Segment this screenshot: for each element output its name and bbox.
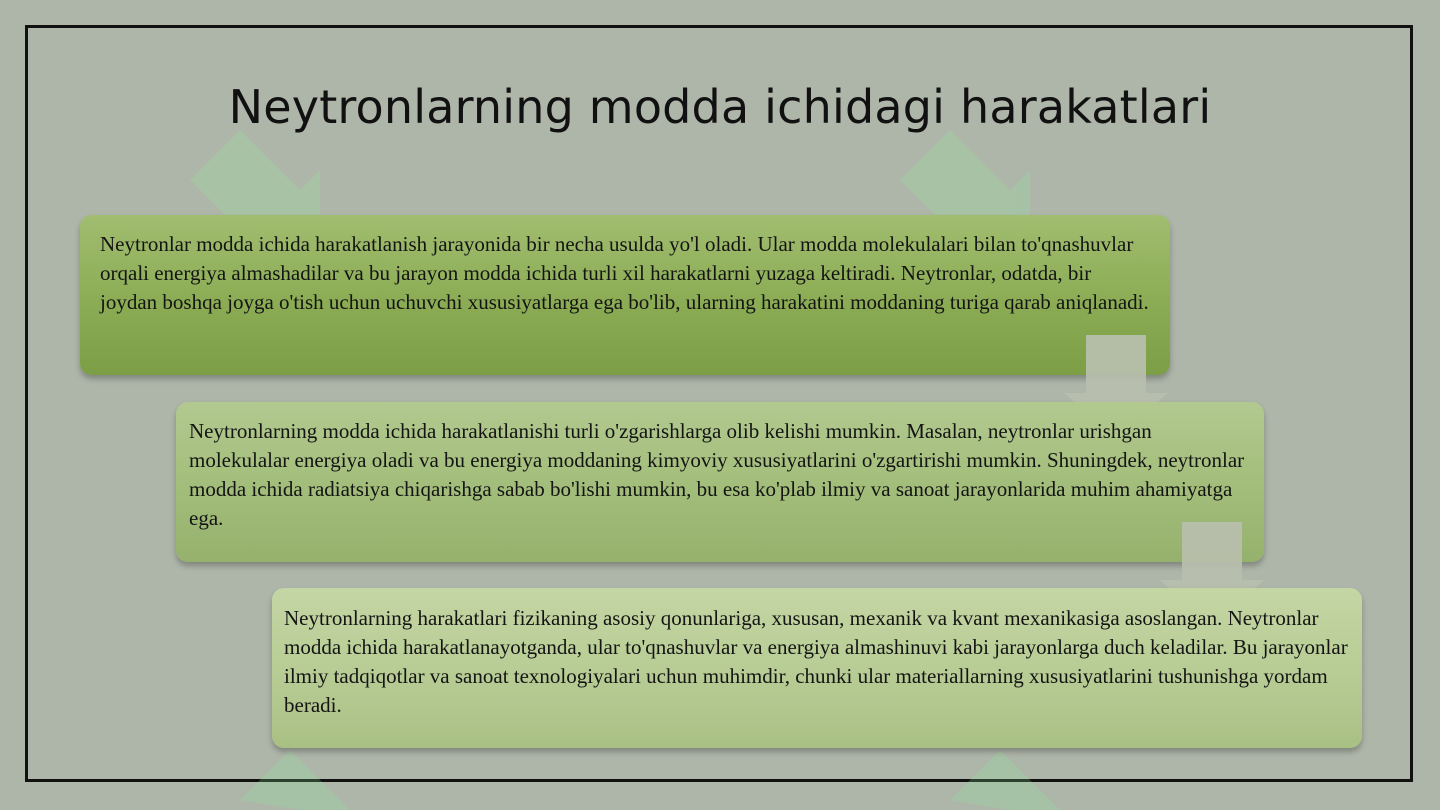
step-1-text: Neytronlar modda ichida harakatlanish jarayonida bir necha usulda yo'l oladi. Ular modda molekulalari bilan to'qnashuvlar orqali energiya almashadilar va bu jarayon modda ichida turli xil harakatlarni yuzaga keltiradi. Neytronlar, odatda, bir joydan boshqa joyga o'tish uchun uchuvchi xususiyatlarga ega bo'lib, ularning harakatini moddaning turiga qarab aniqlanadi.	[100, 232, 1149, 314]
slide-title: Neytronlarning modda ichidagi harakatlari	[228, 80, 1212, 134]
process-step-2	[176, 402, 1264, 562]
process-step-1	[80, 215, 1170, 375]
step-2-text: Neytronlarning modda ichida harakatlanishi turli o'zgarishlarga olib kelishi mumkin. Masalan, neytronlar urishgan molekulalar energiya oladi va bu energiya moddaning kimyoviy xususiyatlarini o'zgartirishi mumkin. Shuningdek, neytronlar modda ichida radiatsiya chiqarishga sabab bo'lishi mumkin, bu esa ko'plab ilmiy va sanoat jarayonlarida muhim ahamiyatga ega.	[189, 419, 1245, 530]
process-step-3	[272, 588, 1362, 748]
step-3-text: Neytronlarning harakatlari fizikaning asosiy qonunlariga, xususan, mexanik va kvant mexanikasiga asoslangan. Neytronlar modda ichida harakatlanayotganda, ular to'qnashuvlar va energiya almashinuvi kabi jarayonlarga duch keladilar. Bu jarayonlar ilmiy tadqiqotlar va sanoat texnologiyalari uchun muhimdir, chunki ular materiallarning xususiyatlarini tushunishga yordam beradi.	[284, 606, 1348, 717]
